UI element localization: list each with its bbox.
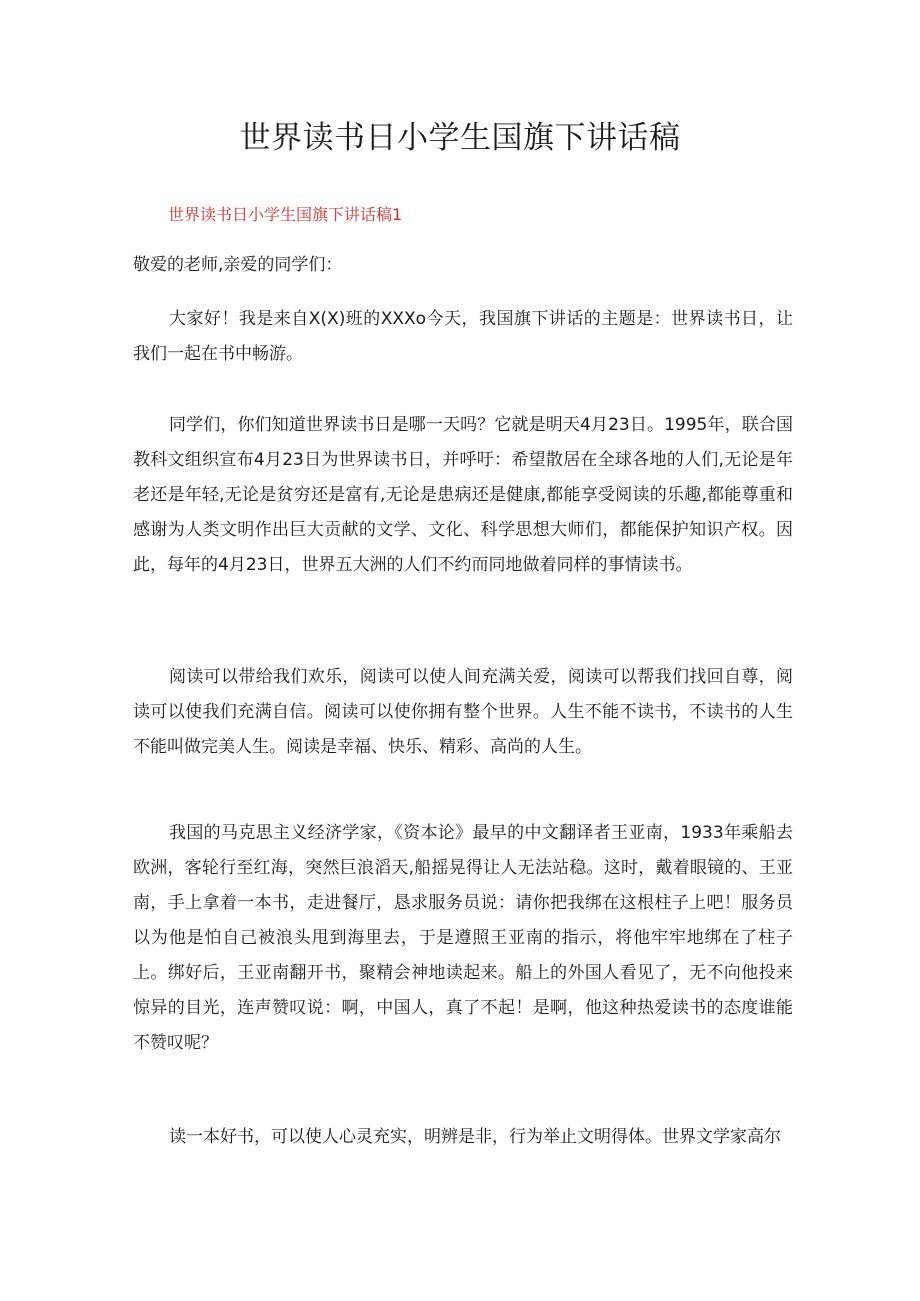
section-heading: 世界读书日小学生国旗下讲话稿1 (168, 205, 403, 224)
paragraph-good-book: 读一本好书，可以使人心灵充实，明辨是非，行为举止文明得体。世界文学家高尔 (169, 1127, 781, 1147)
paragraph-world-book-day: 同学们，你们知道世界读书日是哪一天吗？它就是明天4月23日。1995年，联合国教科文组织宣布4月23日为世界读书日，并呼吁：希望散居在全球各地的人们,无论是年老还是年轻,无论是贫穷还是富有,无论是患病还是健康,都能享受阅读的乐趣,都能尊重和感谢为人类文明作出巨大贡献的文学、文化、科学思想大师们，都能保护知识产权。因此，每年的4月23日，世界五大洲的人们不约而同地做着同样的事情读书。 (133, 415, 793, 575)
paragraph-wang-yanan-story: 我国的马克思主义经济学家，《资本论》最早的中文翻译者王亚南，1933年乘船去欧洲，客轮行至红海，突然巨浪滔天,船摇晃得让人无法站稳。这时，戴着眼镜的、王亚南，手上拿着一本书，走进餐厅，恳求服务员说：请你把我绑在这根柱子上吧！服务员以为他是怕自己被浪头甩到海里去，于是遵照王亚南的指示，将他牢牢地绑在了柱子上。绑好后，王亚南翻开书，聚精会神地读起来。船上的外国人看见了，无不向他投来惊异的目光，连声赞叹说：啊，中国人，真了不起！是啊，他这种热爱读书的态度谁能不赞叹呢？ (133, 823, 793, 1053)
paragraph-intro: 大家好！我是来自X(X)班的XXXo今天，我国旗下讲话的主题是：世界读书日，让我们一起在书中畅游。 (133, 309, 793, 364)
salutation: 敬爱的老师,亲爱的同学们： (133, 255, 343, 275)
page-title: 世界读书日小学生国旗下讲话稿 (239, 120, 681, 156)
paragraph-reading-benefits: 阅读可以带给我们欢乐，阅读可以使人间充满关爱，阅读可以帮我们找回自尊，阅读可以使我们充满自信。阅读可以使你拥有整个世界。人生不能不读书，不读书的人生不能叫做完美人生。阅读是幸福、快乐、精彩、高尚的人生。 (133, 667, 793, 757)
